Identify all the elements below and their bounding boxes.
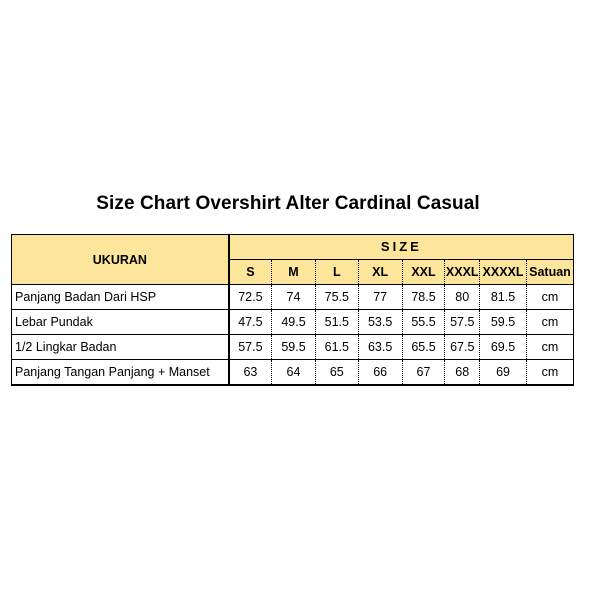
unit-cell: cm bbox=[526, 335, 573, 360]
table-cell: 80 bbox=[445, 285, 480, 310]
table-cell: 75.5 bbox=[315, 285, 358, 310]
page-title: Size Chart Overshirt Alter Cardinal Casual bbox=[96, 193, 480, 214]
table-cell: 63.5 bbox=[358, 335, 402, 360]
header-row-size bbox=[12, 235, 574, 260]
table-cell: 74 bbox=[272, 285, 316, 310]
ukuran-header: UKURAN bbox=[12, 235, 229, 285]
table-cell: 47.5 bbox=[229, 310, 272, 335]
table-cell: 67.5 bbox=[445, 335, 480, 360]
column-header-l: L bbox=[315, 260, 358, 285]
table-cell: 69.5 bbox=[480, 335, 527, 360]
table-row bbox=[12, 335, 574, 360]
table-cell: 57.5 bbox=[445, 310, 480, 335]
size-chart-table bbox=[11, 234, 574, 386]
size-header: SIZE bbox=[229, 235, 574, 260]
table-row bbox=[12, 310, 574, 335]
table-cell: 72.5 bbox=[229, 285, 272, 310]
table-cell: 65 bbox=[315, 360, 358, 386]
table-cell: 66 bbox=[358, 360, 402, 386]
table-cell: 65.5 bbox=[402, 335, 445, 360]
table-cell: 55.5 bbox=[402, 310, 445, 335]
column-header-xl: XL bbox=[358, 260, 402, 285]
column-header-xxxl: XXXL bbox=[445, 260, 480, 285]
table-cell: 67 bbox=[402, 360, 445, 386]
column-header-xxxxl: XXXXL bbox=[480, 260, 527, 285]
table-cell: 77 bbox=[358, 285, 402, 310]
row-label: Panjang Tangan Panjang + Manset bbox=[12, 360, 229, 386]
unit-cell: cm bbox=[526, 360, 573, 386]
unit-cell: cm bbox=[526, 285, 573, 310]
column-header-satuan: Satuan bbox=[526, 260, 573, 285]
table-cell: 78.5 bbox=[402, 285, 445, 310]
table-cell: 59.5 bbox=[272, 335, 316, 360]
table-row bbox=[12, 285, 574, 310]
column-header-m: M bbox=[272, 260, 316, 285]
column-header-s: S bbox=[229, 260, 272, 285]
table-cell: 61.5 bbox=[315, 335, 358, 360]
table-cell: 69 bbox=[480, 360, 527, 386]
table-cell: 63 bbox=[229, 360, 272, 386]
row-label: Lebar Pundak bbox=[12, 310, 229, 335]
table-cell: 49.5 bbox=[272, 310, 316, 335]
table-cell: 53.5 bbox=[358, 310, 402, 335]
unit-cell: cm bbox=[526, 310, 573, 335]
table-cell: 51.5 bbox=[315, 310, 358, 335]
row-label: Panjang Badan Dari HSP bbox=[12, 285, 229, 310]
row-label: 1/2 Lingkar Badan bbox=[12, 335, 229, 360]
table-cell: 64 bbox=[272, 360, 316, 386]
table-row bbox=[12, 360, 574, 386]
table-cell: 68 bbox=[445, 360, 480, 386]
column-header-xxl: XXL bbox=[402, 260, 445, 285]
table-cell: 81.5 bbox=[480, 285, 527, 310]
table-cell: 57.5 bbox=[229, 335, 272, 360]
table-cell: 59.5 bbox=[480, 310, 527, 335]
